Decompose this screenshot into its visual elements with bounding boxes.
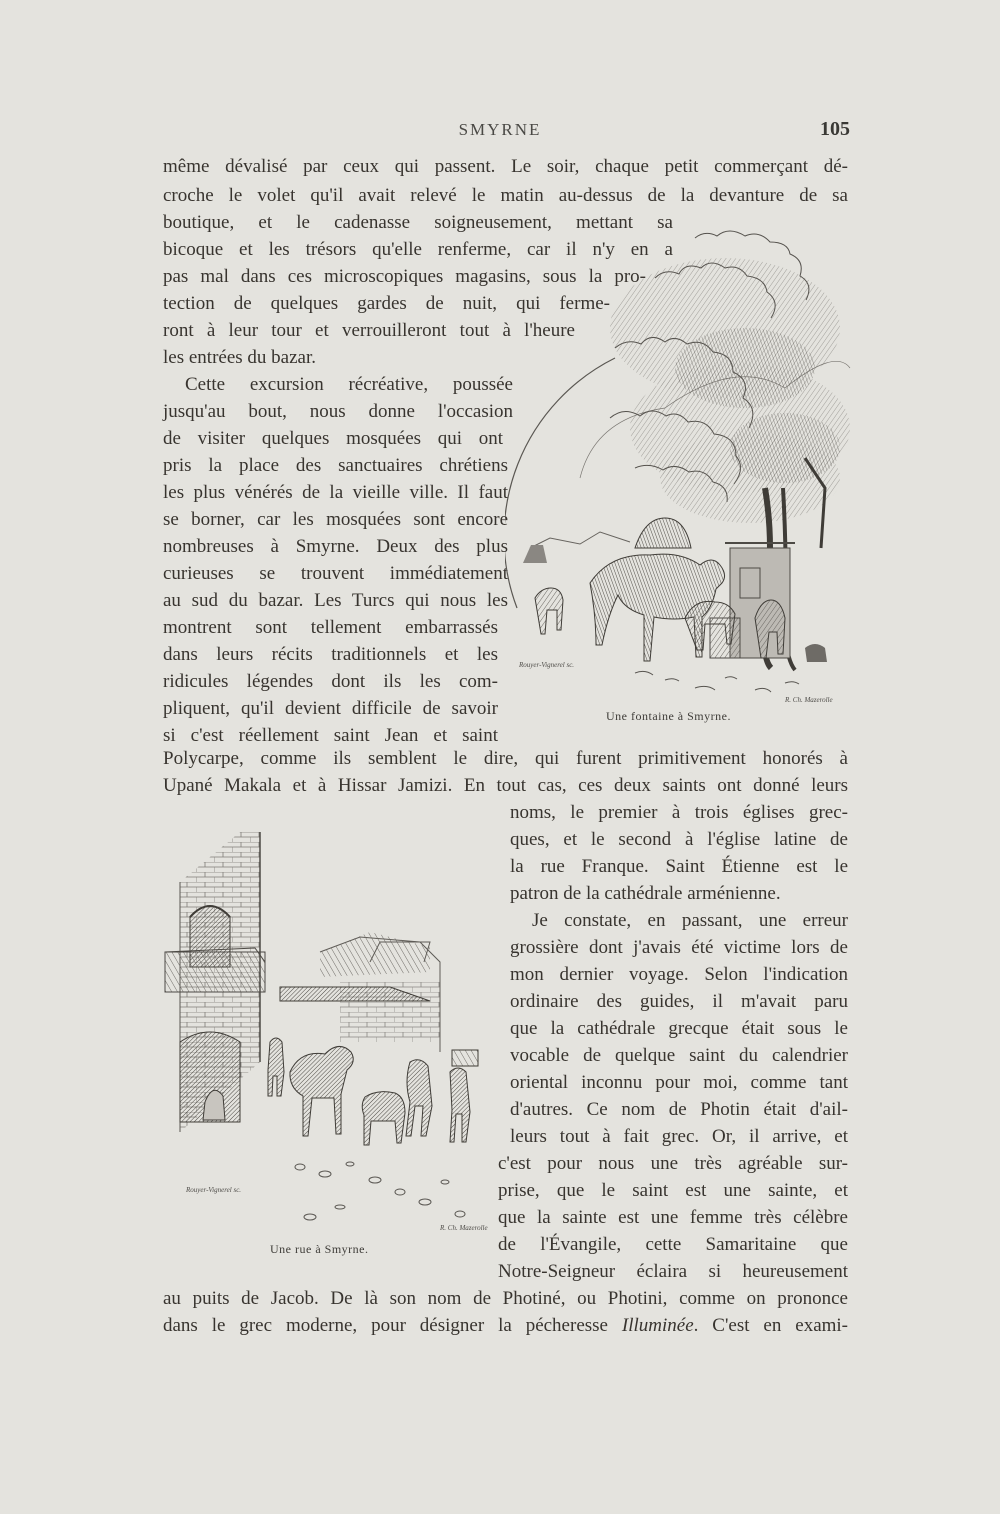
street-caption: Une rue à Smyrne. <box>270 1242 369 1256</box>
text-line: même dévalisé par ceux qui passent. Le soir, chaque petit commerçant dé- <box>163 156 848 177</box>
text-line: ridicules légendes dont ils les com- <box>163 671 498 692</box>
text-line: vocable de quelque saint du calendrier <box>510 1045 848 1066</box>
text-line: oriental inconnu pour moi, comme tant <box>510 1072 848 1093</box>
engraver-signature: Rouyer-Vignerel sc. <box>186 1186 242 1194</box>
text-line: montrent sont tellement embarrassés <box>163 617 498 638</box>
text-line: de l'Évangile, cette Samaritaine que <box>498 1234 848 1255</box>
text-line: se borner, car les mosquées sont encore <box>163 509 508 530</box>
text-line: patron de la cathédrale arménienne. <box>510 883 781 904</box>
text-line: Upané Makala et à Hissar Jamizi. En tout cas, ces deux saints ont donné leurs <box>163 775 848 796</box>
text-line: ques, et le second à l'église latine de <box>510 829 848 850</box>
running-title: SMYRNE <box>458 120 542 139</box>
text-line <box>163 1313 848 1339</box>
text-line: grossière dont j'avais été victime lors de <box>510 937 848 958</box>
text-line: les entrées du bazar. <box>163 347 316 368</box>
text-line: pas mal dans ces microscopiques magasins, sous la pro- <box>163 266 646 287</box>
page-header <box>0 118 1000 144</box>
text-line: bicoque et les trésors qu'elle renferme, car il n'y en a <box>163 239 673 260</box>
text-line: c'est pour nous une très agréable sur- <box>498 1153 848 1174</box>
text-line: Notre-Seigneur éclaira si heureusement <box>498 1261 848 1282</box>
text-line: pris la place des sanctuaires chrétiens <box>163 455 508 476</box>
text-line: nombreuses à Smyrne. Deux des plus <box>163 536 508 557</box>
text-line: les plus vénérés de la vieille ville. Il faut <box>163 482 508 503</box>
text-line: prise, que le saint est une sainte, et <box>498 1180 848 1201</box>
text-line: leurs tout à fait grec. Or, il arrive, et <box>510 1126 848 1147</box>
street-illustration <box>160 812 500 1242</box>
text-line: au sud du bazar. Les Turcs qui nous les <box>163 590 508 611</box>
fountain-caption: Une fontaine à Smyrne. <box>606 709 731 723</box>
fountain-engraving <box>505 218 860 708</box>
artist-signature: R. Ch. Mazerolle <box>440 1224 488 1232</box>
text-line: jusqu'au bout, nous donne l'occasion <box>163 401 513 422</box>
text-line: Polycarpe, comme ils semblent le dire, qui furent primitivement honorés à <box>163 748 848 769</box>
text-line: au puits de Jacob. De là son nom de Photiné, ou Photini, comme on prononce <box>163 1288 848 1309</box>
text-line: que la cathédrale grecque était sous le <box>510 1018 848 1039</box>
text-line: mon dernier voyage. Selon l'indication <box>510 964 848 985</box>
text-line: croche le volet qu'il avait relevé le matin au-dessus de la devanture de sa <box>163 185 848 206</box>
text-line: d'autres. Ce nom de Photin était d'ail- <box>510 1099 848 1120</box>
text-run: . C'est en exami- <box>693 1315 849 1336</box>
text-line: noms, le premier à trois églises grec- <box>510 802 848 823</box>
text-line: curieuses se trouvent immédiatement <box>163 563 508 584</box>
engraver-signature: Rouyer-Vignerel sc. <box>519 661 575 669</box>
text-line: ordinaire des guides, il m'avait paru <box>510 991 848 1012</box>
text-line: que la sainte est une femme très célèbre <box>498 1207 848 1228</box>
street-engraving <box>160 812 500 1242</box>
text-line: Cette excursion récréative, poussée <box>185 374 513 395</box>
page-number: 105 <box>820 118 850 140</box>
text-line: la rue Franque. Saint Étienne est le <box>510 856 848 877</box>
text-line: boutique, et le cadenasse soigneusement, mettant sa <box>163 212 673 233</box>
text-line: Je constate, en passant, une erreur <box>532 910 848 931</box>
italic-term: Illuminée <box>621 1315 694 1336</box>
text-line: pliquent, qu'il devient difficile de savoir <box>163 698 498 719</box>
artist-signature: R. Ch. Mazerolle <box>785 696 833 704</box>
text-run: dans le grec moderne, pour désigner la pécheresse <box>163 1315 622 1336</box>
text-line: si c'est réellement saint Jean et saint <box>163 725 498 746</box>
text-line: de visiter quelques mosquées qui ont <box>163 428 503 449</box>
text-line: ront à leur tour et verrouilleront tout à l'heure <box>163 320 575 341</box>
fountain-illustration <box>505 218 860 708</box>
text-line: tection de quelques gardes de nuit, qui ferme- <box>163 293 610 314</box>
text-line: dans leurs récits traditionnels et les <box>163 644 498 665</box>
